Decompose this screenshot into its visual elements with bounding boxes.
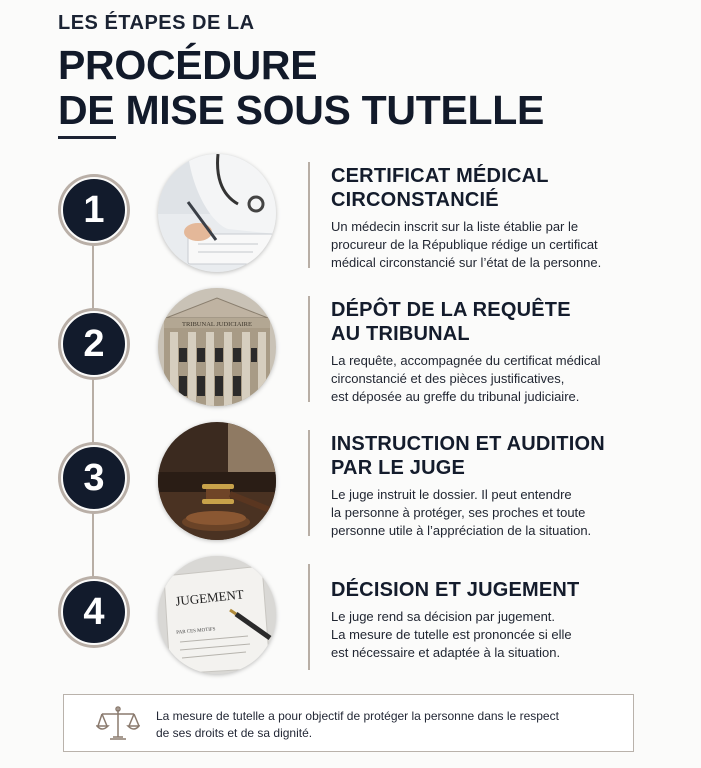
step-divider xyxy=(308,430,310,536)
step-text xyxy=(331,432,691,540)
step-body: Un médecin inscrit sur la liste établie par le procureur de la République rédige un certificat médical circonstancié sur l’état de la personne. xyxy=(331,219,602,270)
step-number: 2 xyxy=(61,311,127,377)
step-body: La requête, accompagnée du certificat médical circonstancié et des pièces justificatives, est déposée au greffe du tribunal judiciaire. xyxy=(331,353,601,404)
title-line-2: DE MISE SOUS TUTELLE xyxy=(58,87,545,133)
kicker: LES ÉTAPES DE LA xyxy=(58,12,255,34)
doctor-writing-icon xyxy=(158,154,276,272)
step-heading: DÉPÔT DE LA REQUÊTE AU TRIBUNAL xyxy=(331,299,571,345)
step-number: 1 xyxy=(61,177,127,243)
courthouse-caption: TRIBUNAL JUDICIAIRE xyxy=(182,321,252,328)
document-caption: JUGEMENT xyxy=(174,586,245,609)
step-4 xyxy=(0,556,701,686)
step-3 xyxy=(0,422,701,552)
document-subcaption: PAR CES MOTIFS xyxy=(176,627,216,636)
step-number: 3 xyxy=(61,445,127,511)
step-heading: DÉCISION ET JUGEMENT xyxy=(331,579,580,601)
step-badge xyxy=(58,308,130,380)
step-number: 4 xyxy=(61,579,127,645)
note-box xyxy=(63,694,634,752)
step-badge xyxy=(58,576,130,648)
title-underline xyxy=(58,136,116,139)
step-heading: INSTRUCTION ET AUDITION PAR LE JUGE xyxy=(331,433,605,479)
step-text xyxy=(331,298,691,406)
step-1 xyxy=(0,154,701,284)
step-badge xyxy=(58,174,130,246)
step-body: Le juge instruit le dossier. Il peut entendre la personne à protéger, ses proches et toute personne utile à l’appréciation de la situation. xyxy=(331,487,592,538)
step-2 xyxy=(0,288,701,418)
step-text xyxy=(331,578,691,662)
step-divider xyxy=(308,564,310,670)
header xyxy=(58,12,678,133)
note-text: La mesure de tutelle a pour objectif de protéger la personne dans le respect de ses droits et de sa dignité. xyxy=(156,709,559,740)
step-badge xyxy=(58,442,130,514)
step-heading: CERTIFICAT MÉDICAL CIRCONSTANCIÉ xyxy=(331,165,549,211)
gavel-icon xyxy=(158,422,276,540)
step-body: Le juge rend sa décision par jugement. La mesure de tutelle est prononcée si elle est nécessaire et adaptée à la situation. xyxy=(331,609,572,660)
page-title xyxy=(58,43,678,133)
step-divider xyxy=(308,162,310,268)
scales-icon xyxy=(96,705,140,743)
title-line-1: PROCÉDURE xyxy=(58,42,318,88)
step-divider xyxy=(308,296,310,402)
judgment-document-icon xyxy=(158,556,276,674)
step-text xyxy=(331,164,691,272)
courthouse-icon xyxy=(158,288,276,406)
